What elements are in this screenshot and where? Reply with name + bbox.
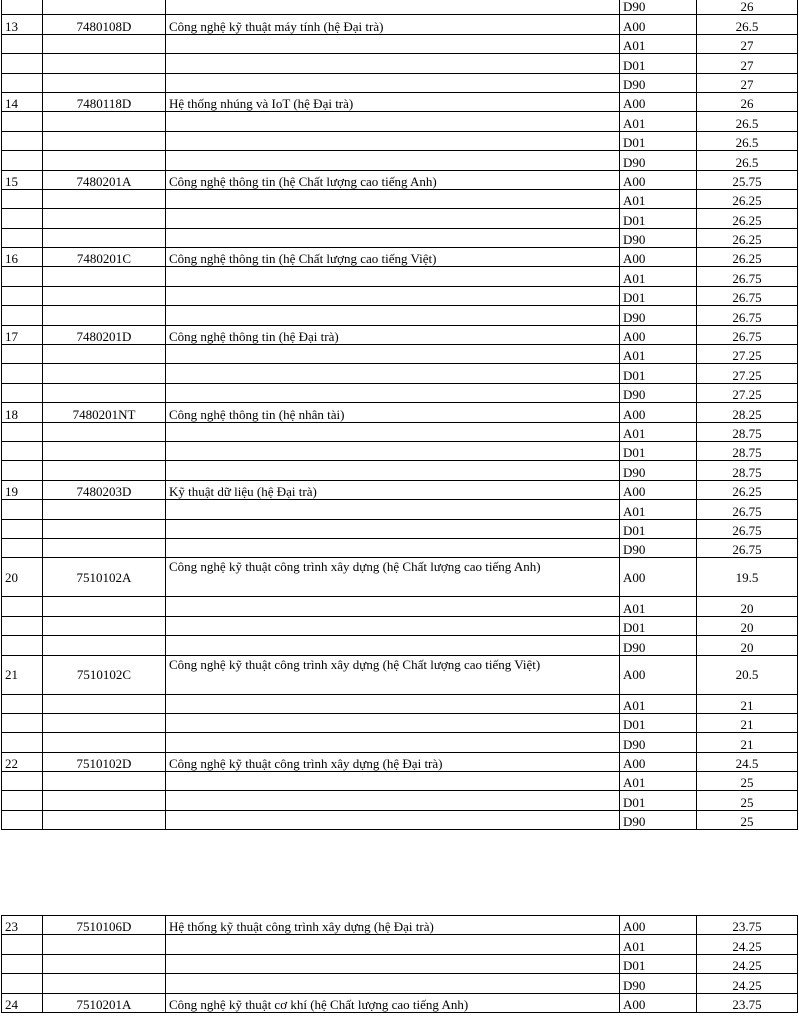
table-row	[2, 151, 798, 170]
benchmark-score-cell: 27	[697, 34, 798, 53]
program-name-cell	[166, 810, 620, 829]
program-code-cell	[43, 441, 166, 460]
program-name-cell: Kỹ thuật dữ liệu (hệ Đại trà)	[166, 480, 620, 499]
row-number-cell	[2, 209, 43, 228]
program-name-cell	[166, 461, 620, 480]
table-row	[2, 935, 798, 954]
subject-combination-cell: A00	[620, 248, 697, 267]
program-name-cell	[166, 228, 620, 247]
program-name-cell	[166, 733, 620, 752]
row-number-cell: 17	[2, 325, 43, 344]
program-code-cell	[43, 306, 166, 325]
program-name-cell	[166, 954, 620, 973]
benchmark-score-cell: 26.75	[697, 500, 798, 519]
benchmark-score-cell: 24.25	[697, 935, 798, 954]
row-number-cell	[2, 461, 43, 480]
row-number-cell	[2, 364, 43, 383]
table-row	[2, 480, 798, 499]
subject-combination-cell: D90	[620, 73, 697, 92]
row-number-cell	[2, 954, 43, 973]
subject-combination-cell: A01	[620, 267, 697, 286]
program-name-cell	[166, 112, 620, 131]
row-number-cell	[2, 422, 43, 441]
row-number-cell	[2, 974, 43, 993]
row-number-cell: 18	[2, 403, 43, 422]
program-name-cell	[166, 694, 620, 713]
benchmark-score-cell: 26.5	[697, 131, 798, 150]
program-code-cell	[43, 733, 166, 752]
program-code-cell	[43, 636, 166, 655]
program-name-cell	[166, 713, 620, 732]
table-row	[2, 345, 798, 364]
subject-combination-cell: D90	[620, 974, 697, 993]
program-name-cell	[166, 974, 620, 993]
row-number-cell: 14	[2, 92, 43, 111]
row-number-cell	[2, 286, 43, 305]
benchmark-score-cell: 19.5	[697, 558, 798, 597]
program-name-cell	[166, 935, 620, 954]
table-row	[2, 916, 798, 935]
program-name-cell	[166, 34, 620, 53]
program-code-cell	[43, 73, 166, 92]
row-number-cell	[2, 616, 43, 635]
benchmark-score-cell: 23.75	[697, 993, 798, 1012]
program-name-cell: Công nghệ thông tin (hệ nhân tài)	[166, 403, 620, 422]
admission-score-table-continued-body	[2, 916, 798, 1013]
row-number-cell	[2, 538, 43, 557]
table-row	[2, 0, 798, 15]
table-row	[2, 422, 798, 441]
program-code-cell	[43, 364, 166, 383]
program-name-cell	[166, 306, 620, 325]
row-number-cell	[2, 935, 43, 954]
program-code-cell	[43, 267, 166, 286]
subject-combination-cell: D01	[620, 54, 697, 73]
program-code-cell: 7510102D	[43, 752, 166, 771]
subject-combination-cell: D01	[620, 616, 697, 635]
table-row	[2, 558, 798, 597]
program-code-cell	[43, 54, 166, 73]
program-name-cell: Công nghệ thông tin (hệ Đại trà)	[166, 325, 620, 344]
benchmark-score-cell: 27.25	[697, 345, 798, 364]
table-row	[2, 112, 798, 131]
subject-combination-cell: D01	[620, 441, 697, 460]
row-number-cell	[2, 694, 43, 713]
subject-combination-cell: D01	[620, 791, 697, 810]
benchmark-score-cell: 27.25	[697, 383, 798, 402]
program-name-cell	[166, 791, 620, 810]
subject-combination-cell: A00	[620, 325, 697, 344]
program-name-cell: Công nghệ thông tin (hệ Chất lượng cao tiếng Anh)	[166, 170, 620, 189]
program-code-cell	[43, 616, 166, 635]
program-code-cell	[43, 500, 166, 519]
table-row	[2, 655, 798, 694]
subject-combination-cell: A01	[620, 500, 697, 519]
benchmark-score-cell: 26.25	[697, 228, 798, 247]
program-name-cell	[166, 616, 620, 635]
program-name-cell	[166, 286, 620, 305]
program-name-cell	[166, 0, 620, 15]
table-row	[2, 73, 798, 92]
program-code-cell: 7510102A	[43, 558, 166, 597]
table-row	[2, 772, 798, 791]
program-name-cell	[166, 267, 620, 286]
benchmark-score-cell: 26.25	[697, 189, 798, 208]
table-row	[2, 248, 798, 267]
subject-combination-cell: D01	[620, 286, 697, 305]
benchmark-score-cell: 21	[697, 713, 798, 732]
subject-combination-cell: D01	[620, 519, 697, 538]
subject-combination-cell: D01	[620, 364, 697, 383]
subject-combination-cell: A00	[620, 993, 697, 1012]
subject-combination-cell: A00	[620, 480, 697, 499]
program-code-cell	[43, 209, 166, 228]
subject-combination-cell: D90	[620, 636, 697, 655]
program-name-cell	[166, 73, 620, 92]
table-row	[2, 286, 798, 305]
benchmark-score-cell: 28.75	[697, 441, 798, 460]
row-number-cell	[2, 733, 43, 752]
table-row	[2, 131, 798, 150]
benchmark-score-cell: 25	[697, 791, 798, 810]
admission-score-table	[1, 0, 798, 830]
program-name-cell: Hệ thống nhúng và IoT (hệ Đại trà)	[166, 92, 620, 111]
row-number-cell	[2, 810, 43, 829]
benchmark-score-cell: 25	[697, 810, 798, 829]
row-number-cell: 13	[2, 15, 43, 34]
program-code-cell	[43, 974, 166, 993]
program-code-cell	[43, 228, 166, 247]
program-code-cell: 7480203D	[43, 480, 166, 499]
subject-combination-cell: A01	[620, 422, 697, 441]
subject-combination-cell: A00	[620, 752, 697, 771]
subject-combination-cell: A01	[620, 345, 697, 364]
row-number-cell	[2, 0, 43, 15]
row-number-cell	[2, 791, 43, 810]
program-name-cell	[166, 441, 620, 460]
table-row	[2, 694, 798, 713]
subject-combination-cell: A00	[620, 92, 697, 111]
table-row	[2, 209, 798, 228]
subject-combination-cell: D90	[620, 0, 697, 15]
row-number-cell	[2, 228, 43, 247]
program-code-cell	[43, 112, 166, 131]
table-row	[2, 364, 798, 383]
program-code-cell	[43, 791, 166, 810]
program-code-cell	[43, 538, 166, 557]
benchmark-score-cell: 24.25	[697, 954, 798, 973]
benchmark-score-cell: 28.25	[697, 403, 798, 422]
program-name-cell	[166, 500, 620, 519]
table-row	[2, 993, 798, 1012]
subject-combination-cell: D90	[620, 810, 697, 829]
benchmark-score-cell: 26.5	[697, 151, 798, 170]
subject-combination-cell: D90	[620, 306, 697, 325]
program-name-cell: Công nghệ kỹ thuật công trình xây dựng (hệ Chất lượng cao tiếng Việt)	[166, 655, 620, 694]
program-code-cell: 7480118D	[43, 92, 166, 111]
program-name-cell	[166, 345, 620, 364]
table-row	[2, 954, 798, 973]
program-code-cell	[43, 34, 166, 53]
program-code-cell	[43, 151, 166, 170]
program-code-cell: 7480108D	[43, 15, 166, 34]
subject-combination-cell: A00	[620, 916, 697, 935]
program-name-cell: Công nghệ kỹ thuật máy tính (hệ Đại trà)	[166, 15, 620, 34]
subject-combination-cell: D01	[620, 131, 697, 150]
program-name-cell: Công nghệ kỹ thuật cơ khí (hệ Chất lượng cao tiếng Anh)	[166, 993, 620, 1012]
benchmark-score-cell: 20.5	[697, 655, 798, 694]
program-name-cell	[166, 54, 620, 73]
benchmark-score-cell: 20	[697, 616, 798, 635]
program-code-cell	[43, 694, 166, 713]
program-name-cell	[166, 422, 620, 441]
row-number-cell	[2, 34, 43, 53]
row-number-cell: 23	[2, 916, 43, 935]
row-number-cell	[2, 267, 43, 286]
benchmark-score-cell: 25	[697, 772, 798, 791]
benchmark-score-cell: 28.75	[697, 422, 798, 441]
subject-combination-cell: D90	[620, 733, 697, 752]
row-number-cell	[2, 636, 43, 655]
table-row	[2, 538, 798, 557]
program-name-cell: Hệ thống kỹ thuật công trình xây dựng (hệ Đại trà)	[166, 916, 620, 935]
benchmark-score-cell: 26.75	[697, 306, 798, 325]
table-row	[2, 636, 798, 655]
row-number-cell	[2, 441, 43, 460]
table-row	[2, 92, 798, 111]
table-row	[2, 791, 798, 810]
benchmark-score-cell: 27	[697, 54, 798, 73]
row-number-cell	[2, 713, 43, 732]
subject-combination-cell: A01	[620, 935, 697, 954]
benchmark-score-cell: 25.75	[697, 170, 798, 189]
program-code-cell	[43, 345, 166, 364]
benchmark-score-cell: 26	[697, 0, 798, 15]
program-code-cell	[43, 461, 166, 480]
table-row	[2, 713, 798, 732]
program-code-cell	[43, 713, 166, 732]
table-row	[2, 267, 798, 286]
subject-combination-cell: A01	[620, 772, 697, 791]
program-name-cell	[166, 151, 620, 170]
row-number-cell: 16	[2, 248, 43, 267]
table-row	[2, 54, 798, 73]
program-name-cell: Công nghệ thông tin (hệ Chất lượng cao tiếng Việt)	[166, 248, 620, 267]
benchmark-score-cell: 26.75	[697, 267, 798, 286]
admission-score-table-body	[2, 0, 798, 830]
subject-combination-cell: A01	[620, 597, 697, 616]
table-row	[2, 810, 798, 829]
program-code-cell: 7480201D	[43, 325, 166, 344]
subject-combination-cell: A00	[620, 558, 697, 597]
program-code-cell: 7510201A	[43, 993, 166, 1012]
table-row	[2, 597, 798, 616]
benchmark-score-cell: 26.75	[697, 538, 798, 557]
table-row	[2, 974, 798, 993]
subject-combination-cell: D90	[620, 461, 697, 480]
benchmark-score-cell: 26.75	[697, 325, 798, 344]
row-number-cell	[2, 112, 43, 131]
program-name-cell	[166, 383, 620, 402]
row-number-cell	[2, 500, 43, 519]
program-code-cell	[43, 189, 166, 208]
benchmark-score-cell: 20	[697, 597, 798, 616]
benchmark-score-cell: 26.5	[697, 15, 798, 34]
program-code-cell	[43, 383, 166, 402]
benchmark-score-cell: 27.25	[697, 364, 798, 383]
program-code-cell	[43, 286, 166, 305]
subject-combination-cell: D01	[620, 713, 697, 732]
row-number-cell	[2, 306, 43, 325]
subject-combination-cell: A00	[620, 15, 697, 34]
subject-combination-cell: A01	[620, 694, 697, 713]
benchmark-score-cell: 20	[697, 636, 798, 655]
subject-combination-cell: A01	[620, 189, 697, 208]
subject-combination-cell: D90	[620, 538, 697, 557]
subject-combination-cell: A00	[620, 655, 697, 694]
benchmark-score-cell: 26	[697, 92, 798, 111]
program-code-cell	[43, 422, 166, 441]
program-name-cell	[166, 189, 620, 208]
program-name-cell	[166, 209, 620, 228]
benchmark-score-cell: 23.75	[697, 916, 798, 935]
table-row	[2, 15, 798, 34]
row-number-cell	[2, 54, 43, 73]
subject-combination-cell: D90	[620, 383, 697, 402]
benchmark-score-cell: 24.25	[697, 974, 798, 993]
row-number-cell: 21	[2, 655, 43, 694]
program-name-cell	[166, 772, 620, 791]
benchmark-score-cell: 26.25	[697, 209, 798, 228]
row-number-cell	[2, 519, 43, 538]
table-row	[2, 34, 798, 53]
program-code-cell: 7480201C	[43, 248, 166, 267]
program-code-cell	[43, 935, 166, 954]
program-code-cell	[43, 597, 166, 616]
row-number-cell	[2, 131, 43, 150]
benchmark-score-cell: 26.5	[697, 112, 798, 131]
row-number-cell	[2, 345, 43, 364]
row-number-cell	[2, 151, 43, 170]
program-name-cell	[166, 364, 620, 383]
row-number-cell	[2, 772, 43, 791]
benchmark-score-cell: 27	[697, 73, 798, 92]
row-number-cell	[2, 597, 43, 616]
benchmark-score-cell: 28.75	[697, 461, 798, 480]
program-code-cell	[43, 810, 166, 829]
program-name-cell	[166, 597, 620, 616]
program-name-cell: Công nghệ kỹ thuật công trình xây dựng (hệ Chất lượng cao tiếng Anh)	[166, 558, 620, 597]
admission-score-table-continued	[1, 915, 798, 1013]
row-number-cell: 22	[2, 752, 43, 771]
table-row	[2, 306, 798, 325]
subject-combination-cell: D01	[620, 954, 697, 973]
program-code-cell	[43, 519, 166, 538]
program-code-cell: 7510106D	[43, 916, 166, 935]
table-row	[2, 325, 798, 344]
table-row	[2, 403, 798, 422]
table-row	[2, 383, 798, 402]
subject-combination-cell: A01	[620, 34, 697, 53]
program-name-cell	[166, 538, 620, 557]
table-row	[2, 170, 798, 189]
row-number-cell	[2, 73, 43, 92]
program-code-cell	[43, 131, 166, 150]
benchmark-score-cell: 21	[697, 733, 798, 752]
row-number-cell: 19	[2, 480, 43, 499]
program-name-cell: Công nghệ kỹ thuật công trình xây dựng (hệ Đại trà)	[166, 752, 620, 771]
benchmark-score-cell: 26.25	[697, 480, 798, 499]
program-code-cell: 7480201A	[43, 170, 166, 189]
benchmark-score-cell: 26.75	[697, 519, 798, 538]
table-row	[2, 752, 798, 771]
benchmark-score-cell: 21	[697, 694, 798, 713]
row-number-cell: 24	[2, 993, 43, 1012]
program-code-cell: 7480201NT	[43, 403, 166, 422]
benchmark-score-cell: 24.5	[697, 752, 798, 771]
benchmark-score-cell: 26.25	[697, 248, 798, 267]
row-number-cell: 20	[2, 558, 43, 597]
program-name-cell	[166, 519, 620, 538]
row-number-cell	[2, 383, 43, 402]
table-row	[2, 189, 798, 208]
subject-combination-cell: D01	[620, 209, 697, 228]
table-row	[2, 519, 798, 538]
table-row	[2, 616, 798, 635]
program-name-cell	[166, 636, 620, 655]
program-code-cell	[43, 954, 166, 973]
table-row	[2, 228, 798, 247]
program-code-cell	[43, 772, 166, 791]
program-name-cell	[166, 131, 620, 150]
table-row	[2, 441, 798, 460]
benchmark-score-cell: 26.75	[697, 286, 798, 305]
program-code-cell	[43, 0, 166, 15]
subject-combination-cell: A01	[620, 112, 697, 131]
row-number-cell	[2, 189, 43, 208]
table-row	[2, 733, 798, 752]
program-code-cell: 7510102C	[43, 655, 166, 694]
subject-combination-cell: A00	[620, 403, 697, 422]
subject-combination-cell: D90	[620, 151, 697, 170]
table-row	[2, 461, 798, 480]
row-number-cell: 15	[2, 170, 43, 189]
subject-combination-cell: A00	[620, 170, 697, 189]
subject-combination-cell: D90	[620, 228, 697, 247]
table-row	[2, 500, 798, 519]
